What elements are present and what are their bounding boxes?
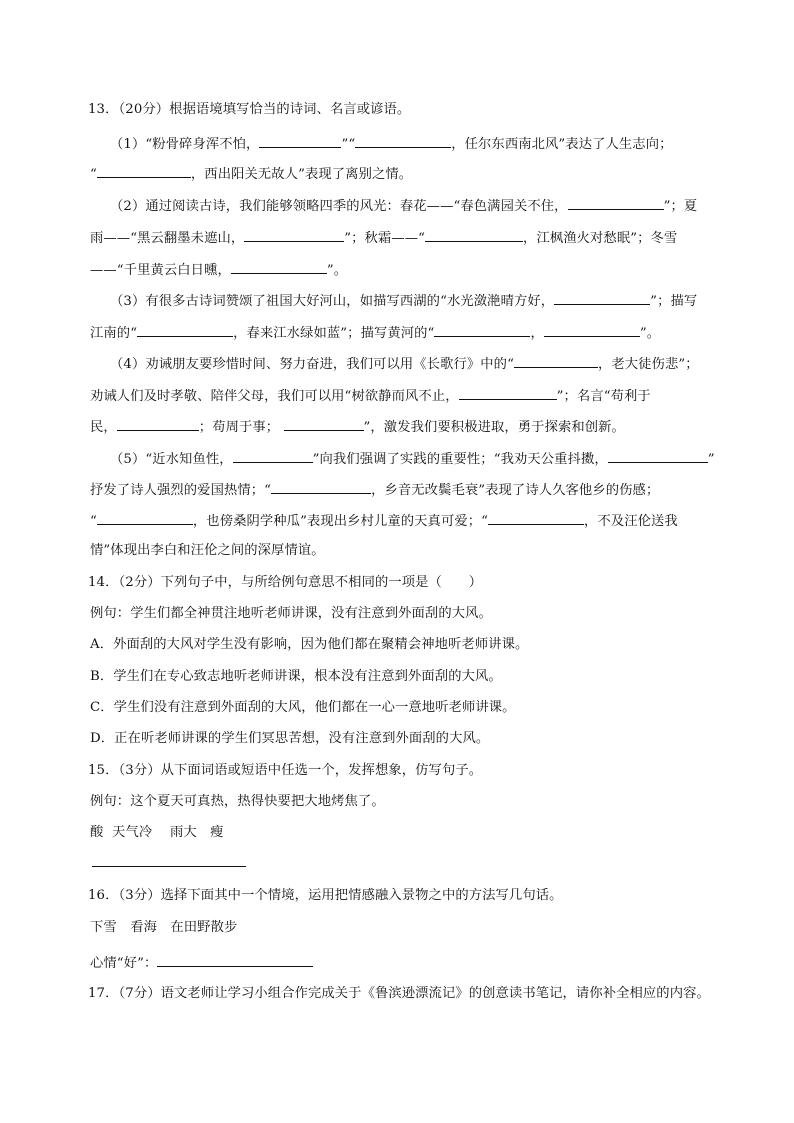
q13-3-line1: （3）有很多古诗词赞颂了祖国大好河山，如描写西湖的“水光潋滟晴方好， ”；描写 bbox=[110, 291, 697, 310]
q13-2-line2: 雨——“黑云翻墨未遮山， ”；秋霜——“ ，江枫渔火对愁眠”；冬雪 bbox=[90, 228, 677, 247]
q14-example: 例句：学生们都全神贯注地听老师讲课，没有注意到外面刮的大风。 bbox=[90, 606, 492, 621]
q13-1-line2: “ ，西出阳关无故人”表现了离别之情。 bbox=[90, 164, 412, 183]
q17-stem: 17．（7分）语文老师让学习小组合作完成关于《鲁滨逊漂流记》的创意读书笔记，请你补全相应的内容。 bbox=[88, 986, 710, 1001]
answer-blank[interactable] bbox=[488, 511, 584, 525]
answer-blank[interactable] bbox=[231, 260, 327, 274]
answer-blank[interactable] bbox=[97, 164, 191, 178]
q13-stem: 13．（20分）根据语境填写恰当的诗词、名言或谚语。 bbox=[88, 102, 411, 117]
answer-blank[interactable] bbox=[544, 323, 640, 337]
q15-example: 例句：这个夏天可真热，热得快要把大地烤焦了。 bbox=[90, 794, 385, 809]
answer-blank[interactable] bbox=[608, 449, 708, 463]
answer-blank[interactable] bbox=[233, 449, 313, 463]
answer-blank[interactable] bbox=[568, 196, 664, 210]
q15-answer-line[interactable] bbox=[92, 866, 246, 867]
answer-blank[interactable] bbox=[355, 134, 451, 148]
answer-blank[interactable] bbox=[554, 291, 650, 305]
q13-3-line2: 江南的“ ，春来江水绿如蓝”；描写黄河的“ ， ”。 bbox=[90, 323, 660, 342]
q16-scenario-options: 下雪 看海 在田野散步 bbox=[90, 920, 238, 935]
answer-blank[interactable] bbox=[97, 511, 193, 525]
answer-blank[interactable] bbox=[117, 417, 199, 431]
q14-option-b[interactable]: B．学生们在专心致志地听老师讲课，根本没有注意到外面刮的大风。 bbox=[90, 669, 502, 684]
q13-4-line3: 民， ；苟周于事； ”，激发我们要积极进取，勇于探索和创新。 bbox=[90, 417, 625, 436]
q13-1-line1: （1）“粉骨碎身浑不怕， ”“ ，任尔东西南北风”表达了人生志向； bbox=[110, 134, 672, 153]
q13-2-line3: ——“千里黄云白日曛， ”。 bbox=[90, 260, 347, 279]
answer-blank[interactable] bbox=[425, 228, 523, 242]
q13-5-line4: 情”体现出李白和汪伦之间的深厚情谊。 bbox=[90, 543, 325, 558]
q13-4-line1: （4）劝诫朋友要珍惜时间、努力奋进，我们可以用《长歌行》中的“ ，老大徒伤悲”； bbox=[110, 354, 699, 373]
q13-2-line1: （2）通过阅读古诗，我们能够领略四季的风光：春花——“春色满园关不住， ”；夏 bbox=[110, 196, 697, 215]
answer-blank[interactable] bbox=[271, 480, 371, 494]
q13-5-line2: 抒发了诗人强烈的爱国热情；“ ，乡音无改鬓毛衰”表现了诗人久客他乡的伤感； bbox=[90, 480, 659, 499]
q13-5-line3: “ ，也傍桑阴学种瓜”表现出乡村儿童的天真可爱；“ ，不及汪伦送我 bbox=[90, 511, 678, 530]
q14-stem: 14．（2分）下列句子中，与所给例句意思不相同的一项是（ ） bbox=[88, 575, 483, 590]
answer-blank[interactable] bbox=[244, 228, 344, 242]
answer-blank[interactable] bbox=[157, 953, 313, 967]
answer-blank[interactable] bbox=[137, 323, 233, 337]
answer-blank[interactable] bbox=[459, 386, 557, 400]
q16-mood-line: 心情“好”： bbox=[90, 953, 313, 972]
answer-blank[interactable] bbox=[434, 323, 530, 337]
answer-blank[interactable] bbox=[259, 134, 341, 148]
q16-stem: 16．（3分）选择下面其中一个情境，运用把情感融入景物之中的方法写几句话。 bbox=[88, 888, 563, 903]
q14-option-c[interactable]: C．学生们没有注意到外面刮的大风，他们都在一心一意地听老师讲课。 bbox=[90, 700, 516, 715]
answer-blank[interactable] bbox=[284, 417, 364, 431]
answer-blank[interactable] bbox=[514, 354, 598, 368]
q13-4-line2: 劝诫人们及时孝敬、陪伴父母，我们可以用“树欲静而风不止， ”；名言“苟利于 bbox=[90, 386, 651, 405]
q13-5-line1: （5）“近水知鱼性， ”向我们强调了实践的重要性；“我劝天公重抖擞， ” bbox=[110, 449, 715, 468]
q15-word-choices: 酸 天气冷 雨大 瘦 bbox=[90, 825, 224, 840]
q14-option-a[interactable]: A．外面刮的大风对学生没有影响，因为他们都在聚精会神地听老师讲课。 bbox=[90, 637, 529, 652]
q14-option-d[interactable]: D．正在听老师讲课的学生们冥思苦想，没有注意到外面刮的大风。 bbox=[90, 731, 490, 746]
q15-stem: 15．（3分）从下面词语或短语中任选一个，发挥想象，仿写句子。 bbox=[88, 763, 483, 778]
